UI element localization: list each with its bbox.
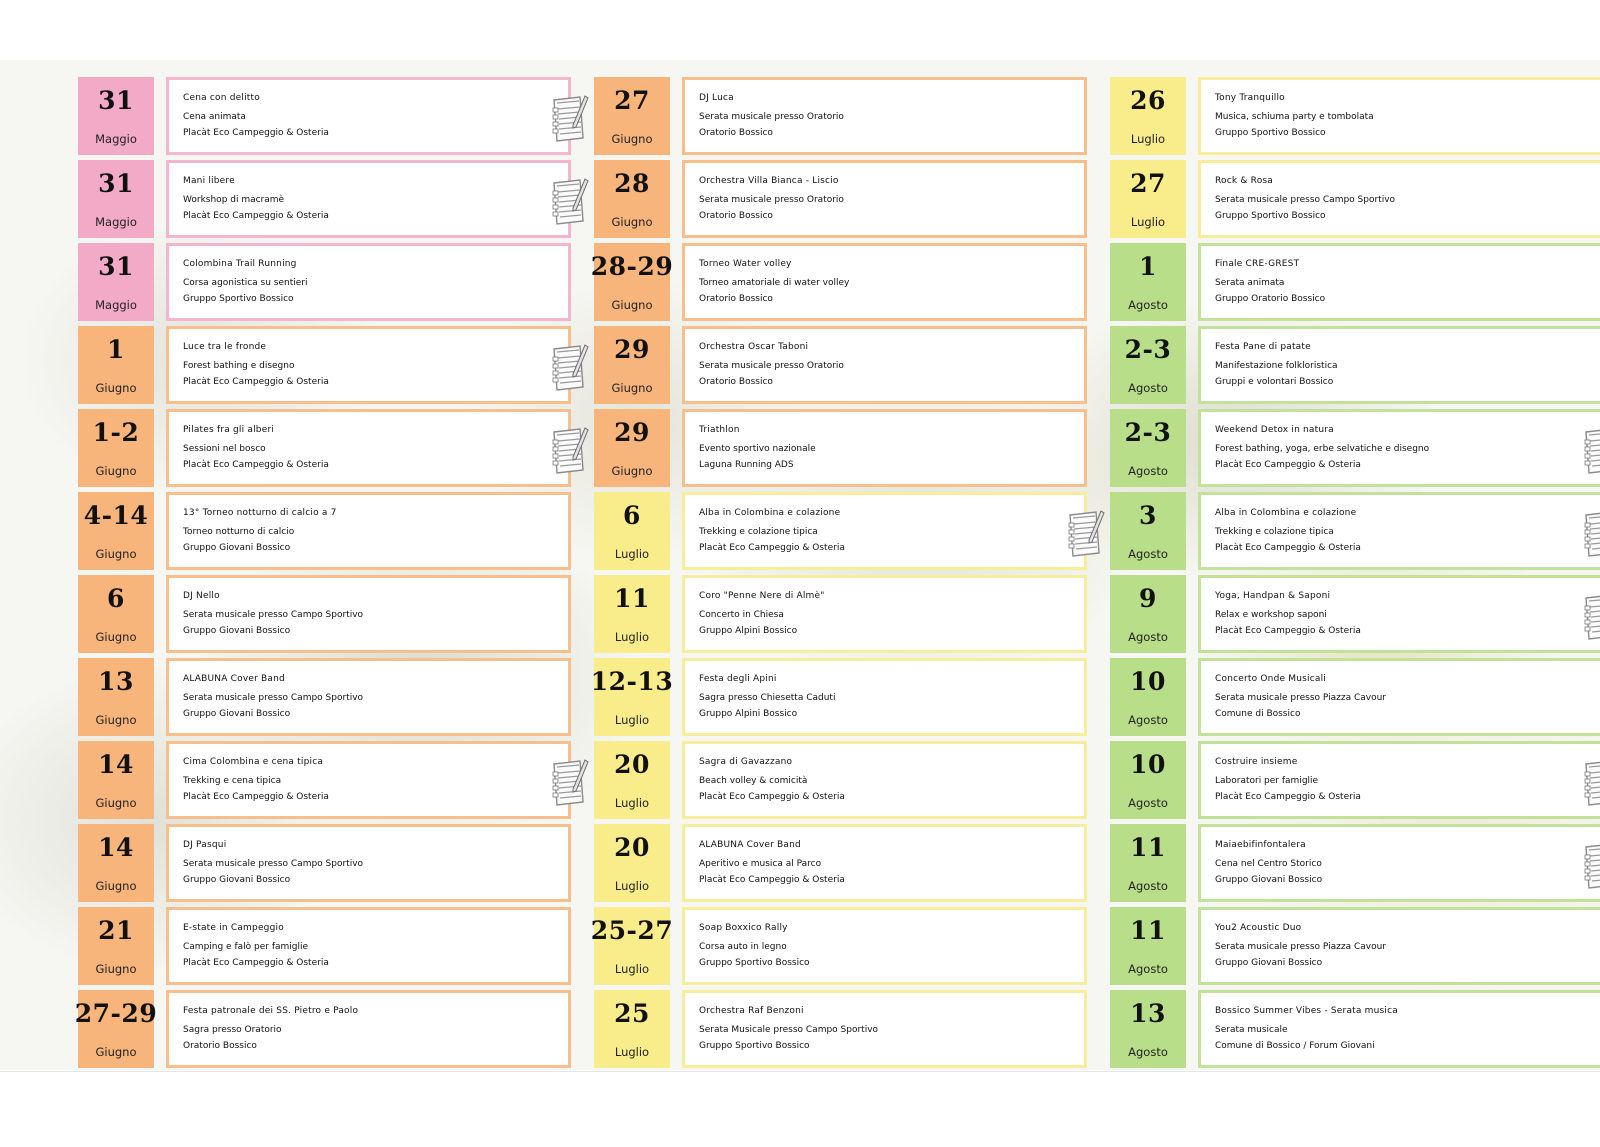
event-month: Giugno — [611, 298, 653, 312]
event-month: Giugno — [95, 713, 137, 727]
event-details — [166, 741, 571, 819]
event-date — [594, 409, 670, 487]
event-details — [1198, 243, 1600, 321]
event-date — [594, 575, 670, 653]
event-organizer: Comune di Bossico / Forum Giovani — [1215, 1041, 1375, 1051]
event-date — [1110, 907, 1186, 985]
event-details — [682, 575, 1087, 653]
event-date — [594, 326, 670, 404]
event-organizer: Gruppo Alpini Bossico — [699, 709, 798, 719]
event-month: Agosto — [1128, 630, 1168, 644]
event-details — [682, 824, 1087, 902]
event-title: Soap Boxxico Rally — [699, 923, 788, 933]
event-month: Luglio — [614, 962, 650, 976]
event-month: Giugno — [95, 464, 137, 478]
event-organizer: Gruppo Sportivo Bossico — [1215, 211, 1326, 221]
event-date — [1110, 243, 1186, 321]
event-month: Giugno — [95, 547, 137, 561]
event-description: Corsa agonistica su sentieri — [183, 278, 308, 288]
event-details — [1198, 77, 1600, 155]
event-description: Sagra presso Oratorio — [183, 1025, 282, 1035]
event-description: Cena animata — [183, 112, 246, 122]
event-day: 28 — [614, 169, 650, 198]
event-description: Manifestazione folkloristica — [1215, 361, 1338, 371]
event-organizer: Gruppo Giovani Bossico — [183, 626, 291, 636]
event-organizer: Placàt Eco Campeggio & Osteria — [183, 211, 329, 221]
event-day: 27 — [1130, 169, 1166, 198]
event-date — [78, 160, 154, 238]
event-description: Relax e workshop saponi — [1215, 610, 1327, 620]
event-organizer: Placàt Eco Campeggio & Osteria — [183, 460, 329, 470]
event-organizer: Gruppi e volontari Bossico — [1215, 377, 1334, 387]
event-date — [1110, 824, 1186, 902]
event-title: Pilates fra gli alberi — [183, 425, 275, 435]
event-date — [78, 824, 154, 902]
event-details — [1198, 326, 1600, 404]
event-month: Giugno — [95, 630, 137, 644]
event-title: DJ Luca — [699, 93, 734, 103]
event-title: Sagra di Gavazzano — [699, 757, 793, 767]
event-month: Agosto — [1128, 713, 1168, 727]
event-description: Serata musicale presso Campo Sportivo — [183, 859, 364, 869]
event-organizer: Oratorio Bossico — [699, 294, 773, 304]
event-date — [1110, 990, 1186, 1068]
event-title: Bossico Summer Vibes - Serata musica — [1215, 1006, 1398, 1016]
event-organizer: Placàt Eco Campeggio & Osteria — [183, 128, 329, 138]
event-title: Torneo Water volley — [699, 259, 792, 269]
event-details — [166, 326, 571, 404]
event-title: E-state in Campeggio — [183, 923, 284, 933]
event-month: Agosto — [1128, 796, 1168, 810]
event-description: Serata musicale presso Oratorio — [699, 195, 844, 205]
event-date — [1110, 326, 1186, 404]
event-day: 31 — [98, 86, 134, 115]
event-description: Aperitivo e musica al Parco — [699, 859, 822, 869]
event-organizer: Gruppo Oratorio Bossico — [1215, 294, 1326, 304]
event-day: 26 — [1130, 86, 1166, 115]
event-details — [166, 243, 571, 321]
event-description: Trekking e cena tipica — [183, 776, 282, 786]
event-month: Giugno — [611, 464, 653, 478]
event-month: Giugno — [611, 381, 653, 395]
event-description: Corsa auto in legno — [699, 942, 787, 952]
event-date — [590, 658, 674, 736]
event-date — [1110, 492, 1186, 570]
event-day: 11 — [1130, 916, 1166, 945]
event-description: Serata musicale presso Piazza Cavour — [1215, 693, 1386, 703]
document-icon[interactable] — [549, 758, 589, 808]
event-month: Luglio — [1130, 132, 1166, 146]
event-day: 6 — [107, 584, 125, 613]
event-day: 1 — [1139, 252, 1157, 281]
event-date — [594, 990, 670, 1068]
event-description: Workshop di macramè — [183, 195, 285, 205]
event-month: Giugno — [95, 381, 137, 395]
event-title: Costruire insieme — [1215, 757, 1298, 767]
event-date — [594, 160, 670, 238]
event-details — [682, 77, 1087, 155]
event-date — [78, 575, 154, 653]
event-day: 2-3 — [1124, 418, 1172, 447]
event-organizer: Gruppo Sportivo Bossico — [699, 958, 810, 968]
event-description: Torneo notturno di calcio — [183, 527, 295, 537]
event-title: Alba in Colombina e colazione — [1215, 508, 1357, 518]
event-day: 20 — [614, 750, 650, 779]
document-icon[interactable] — [1581, 841, 1600, 891]
event-day: 29 — [614, 418, 650, 447]
event-details — [682, 492, 1087, 570]
event-description: Serata musicale presso Oratorio — [699, 112, 844, 122]
event-title: Mani libere — [183, 176, 235, 186]
event-day: 12-13 — [590, 667, 674, 696]
event-details — [166, 824, 571, 902]
event-title: Orchestra Raf Benzoni — [699, 1006, 804, 1016]
event-date — [78, 243, 154, 321]
event-title: Festa Pane di patate — [1215, 342, 1311, 352]
event-organizer: Gruppo Alpini Bossico — [699, 626, 798, 636]
event-details — [1198, 409, 1600, 487]
event-day: 13 — [98, 667, 134, 696]
event-details — [682, 326, 1087, 404]
event-description: Evento sportivo nazionale — [699, 444, 816, 454]
event-day: 2-3 — [1124, 335, 1172, 364]
document-icon[interactable] — [1581, 509, 1600, 559]
event-title: DJ Nello — [183, 591, 220, 601]
event-organizer: Gruppo Sportivo Bossico — [183, 294, 294, 304]
event-organizer: Placàt Eco Campeggio & Osteria — [1215, 543, 1361, 553]
event-description: Trekking e colazione tipica — [699, 527, 818, 537]
event-description: Beach volley & comicità — [699, 776, 808, 786]
event-day: 11 — [614, 584, 650, 613]
event-month: Maggio — [95, 132, 137, 146]
event-description: Trekking e colazione tipica — [1215, 527, 1334, 537]
event-organizer: Oratorio Bossico — [699, 128, 773, 138]
event-description: Serata musicale presso Oratorio — [699, 361, 844, 371]
event-month: Agosto — [1128, 962, 1168, 976]
event-month: Luglio — [1130, 215, 1166, 229]
event-month: Giugno — [95, 962, 137, 976]
event-description: Serata animata — [1215, 278, 1285, 288]
event-organizer: Placàt Eco Campeggio & Osteria — [183, 792, 329, 802]
event-title: Rock & Rosa — [1215, 176, 1274, 186]
event-details — [1198, 575, 1600, 653]
event-description: Forest bathing e disegno — [183, 361, 295, 371]
event-day: 3 — [1139, 501, 1157, 530]
event-title: ALABUNA Cover Band — [183, 674, 285, 684]
event-description: Camping e falò per famiglie — [183, 942, 309, 952]
event-organizer: Gruppo Giovani Bossico — [1215, 875, 1323, 885]
event-details — [1198, 824, 1600, 902]
event-date — [78, 77, 154, 155]
event-description: Forest bathing, yoga, erbe selvatiche e disegno — [1215, 444, 1430, 454]
event-organizer: Placàt Eco Campeggio & Osteria — [1215, 792, 1361, 802]
event-day: 10 — [1130, 667, 1166, 696]
event-day: 14 — [98, 750, 134, 779]
event-month: Agosto — [1128, 1045, 1168, 1059]
event-title: Triathlon — [699, 425, 740, 435]
event-month: Luglio — [614, 630, 650, 644]
event-organizer: Placàt Eco Campeggio & Osteria — [699, 543, 845, 553]
event-details — [1198, 741, 1600, 819]
document-icon[interactable] — [1581, 758, 1600, 808]
event-day: 21 — [98, 916, 134, 945]
event-organizer: Placàt Eco Campeggio & Osteria — [1215, 460, 1361, 470]
document-icon[interactable] — [549, 94, 589, 144]
event-date — [78, 409, 154, 487]
event-date — [1110, 409, 1186, 487]
event-description: Serata musicale — [1215, 1025, 1288, 1035]
event-organizer: Placàt Eco Campeggio & Osteria — [699, 792, 845, 802]
event-day: 13 — [1130, 999, 1166, 1028]
event-date — [78, 658, 154, 736]
event-month: Luglio — [614, 713, 650, 727]
event-description: Sessioni nel bosco — [183, 444, 266, 454]
event-title: Cena con delitto — [183, 93, 260, 103]
event-day: 27-29 — [74, 999, 158, 1028]
event-date — [1110, 77, 1186, 155]
document-icon[interactable] — [1065, 509, 1105, 559]
event-description: Cena nel Centro Storico — [1215, 859, 1322, 869]
event-details — [166, 77, 571, 155]
event-date — [1110, 575, 1186, 653]
event-title: Weekend Detox in natura — [1215, 425, 1334, 435]
event-details — [1198, 658, 1600, 736]
document-icon[interactable] — [549, 426, 589, 476]
event-organizer: Placàt Eco Campeggio & Osteria — [183, 377, 329, 387]
event-details — [682, 243, 1087, 321]
event-month: Giugno — [95, 796, 137, 810]
event-description: Sagra presso Chiesetta Caduti — [699, 693, 836, 703]
event-month: Giugno — [95, 1045, 137, 1059]
event-title: Festa degli Apini — [699, 674, 777, 684]
event-organizer: Gruppo Sportivo Bossico — [699, 1041, 810, 1051]
event-title: Festa patronale dei SS. Pietro e Paolo — [183, 1006, 359, 1016]
event-details — [1198, 160, 1600, 238]
event-title: Alba in Colombina e colazione — [699, 508, 841, 518]
event-title: Coro "Penne Nere di Almè" — [699, 591, 825, 601]
event-date — [78, 741, 154, 819]
event-description: Concerto in Chiesa — [699, 610, 784, 620]
event-organizer: Comune di Bossico — [1215, 709, 1301, 719]
event-organizer: Oratorio Bossico — [699, 211, 773, 221]
event-organizer: Gruppo Giovani Bossico — [183, 875, 291, 885]
event-organizer: Gruppo Sportivo Bossico — [1215, 128, 1326, 138]
event-organizer: Oratorio Bossico — [183, 1041, 257, 1051]
event-title: Yoga, Handpan & Saponi — [1215, 591, 1331, 601]
event-month: Luglio — [614, 1045, 650, 1059]
event-day: 31 — [98, 252, 134, 281]
event-details — [166, 492, 571, 570]
document-icon[interactable] — [549, 343, 589, 393]
event-details — [166, 990, 571, 1068]
event-organizer: Placàt Eco Campeggio & Osteria — [1215, 626, 1361, 636]
event-title: Tony Tranquillo — [1215, 93, 1285, 103]
event-details — [682, 160, 1087, 238]
event-organizer: Laguna Running ADS — [699, 460, 794, 470]
event-day: 20 — [614, 833, 650, 862]
event-description: Serata musicale presso Campo Sportivo — [183, 693, 364, 703]
event-month: Agosto — [1128, 464, 1168, 478]
event-title: Orchestra Villa Bianca - Liscio — [699, 176, 839, 186]
event-description: Serata musicale presso Campo Sportivo — [183, 610, 364, 620]
event-details — [166, 409, 571, 487]
event-description: Musica, schiuma party e tombolata — [1215, 112, 1374, 122]
event-date — [1110, 658, 1186, 736]
event-title: DJ Pasqui — [183, 840, 227, 850]
event-month: Luglio — [614, 796, 650, 810]
event-organizer: Gruppo Giovani Bossico — [183, 709, 291, 719]
event-title: 13° Torneo notturno di calcio a 7 — [183, 508, 337, 518]
event-title: Cima Colombina e cena tipica — [183, 757, 324, 767]
event-description: Serata musicale presso Campo Sportivo — [1215, 195, 1396, 205]
event-details — [682, 741, 1087, 819]
event-title: You2 Acoustic Duo — [1215, 923, 1302, 933]
document-icon[interactable] — [549, 177, 589, 227]
event-details — [682, 907, 1087, 985]
event-details — [682, 409, 1087, 487]
document-icon[interactable] — [1581, 426, 1600, 476]
event-date — [594, 741, 670, 819]
event-details — [1198, 907, 1600, 985]
event-details — [166, 160, 571, 238]
event-day: 25 — [614, 999, 650, 1028]
event-organizer: Oratorio Bossico — [699, 377, 773, 387]
event-month: Luglio — [614, 879, 650, 893]
event-month: Giugno — [611, 132, 653, 146]
event-details — [166, 907, 571, 985]
event-day: 1-2 — [92, 418, 140, 447]
event-details — [682, 990, 1087, 1068]
event-description: Laboratori per famiglie — [1215, 776, 1319, 786]
event-description: Torneo amatoriale di water volley — [699, 278, 850, 288]
event-title: Finale CRE-GREST — [1215, 259, 1300, 269]
event-month: Luglio — [614, 547, 650, 561]
event-month: Giugno — [95, 879, 137, 893]
event-title: Colombina Trail Running — [183, 259, 297, 269]
event-day: 9 — [1139, 584, 1157, 613]
event-day: 29 — [614, 335, 650, 364]
event-details — [1198, 492, 1600, 570]
event-details — [1198, 990, 1600, 1068]
event-organizer: Placàt Eco Campeggio & Osteria — [183, 958, 329, 968]
event-date — [1110, 160, 1186, 238]
event-date — [74, 990, 158, 1068]
event-day: 25-27 — [590, 916, 674, 945]
event-date — [78, 492, 154, 570]
event-title: Maiaebifinfontalera — [1215, 840, 1306, 850]
event-month: Maggio — [95, 215, 137, 229]
event-details — [166, 658, 571, 736]
event-day: 6 — [623, 501, 641, 530]
event-title: Luce tra le fronde — [183, 342, 267, 352]
event-day: 28-29 — [590, 252, 674, 281]
event-day: 14 — [98, 833, 134, 862]
event-details — [682, 658, 1087, 736]
event-date — [594, 492, 670, 570]
event-month: Giugno — [611, 215, 653, 229]
event-date — [1110, 741, 1186, 819]
event-date — [594, 77, 670, 155]
event-day: 1 — [107, 335, 125, 364]
event-title: Concerto Onde Musicali — [1215, 674, 1326, 684]
event-organizer: Gruppo Giovani Bossico — [183, 543, 291, 553]
event-day: 4-14 — [83, 501, 149, 530]
event-title: ALABUNA Cover Band — [699, 840, 801, 850]
event-title: Orchestra Oscar Taboni — [699, 342, 809, 352]
event-month: Agosto — [1128, 381, 1168, 395]
event-day: 10 — [1130, 750, 1166, 779]
event-date — [78, 326, 154, 404]
event-day: 27 — [614, 86, 650, 115]
document-icon[interactable] — [1581, 592, 1600, 642]
event-date — [78, 907, 154, 985]
event-date — [590, 907, 674, 985]
event-description: Serata Musicale presso Campo Sportivo — [699, 1025, 879, 1035]
event-organizer: Placàt Eco Campeggio & Osteria — [699, 875, 845, 885]
event-organizer: Gruppo Giovani Bossico — [1215, 958, 1323, 968]
event-date — [590, 243, 674, 321]
event-day: 11 — [1130, 833, 1166, 862]
page-bottom-line — [0, 1071, 1600, 1072]
event-month: Maggio — [95, 298, 137, 312]
event-description: Serata musicale presso Piazza Cavour — [1215, 942, 1386, 952]
event-month: Agosto — [1128, 879, 1168, 893]
event-date — [594, 824, 670, 902]
event-details — [166, 575, 571, 653]
event-month: Agosto — [1128, 298, 1168, 312]
event-day: 31 — [98, 169, 134, 198]
event-month: Agosto — [1128, 547, 1168, 561]
